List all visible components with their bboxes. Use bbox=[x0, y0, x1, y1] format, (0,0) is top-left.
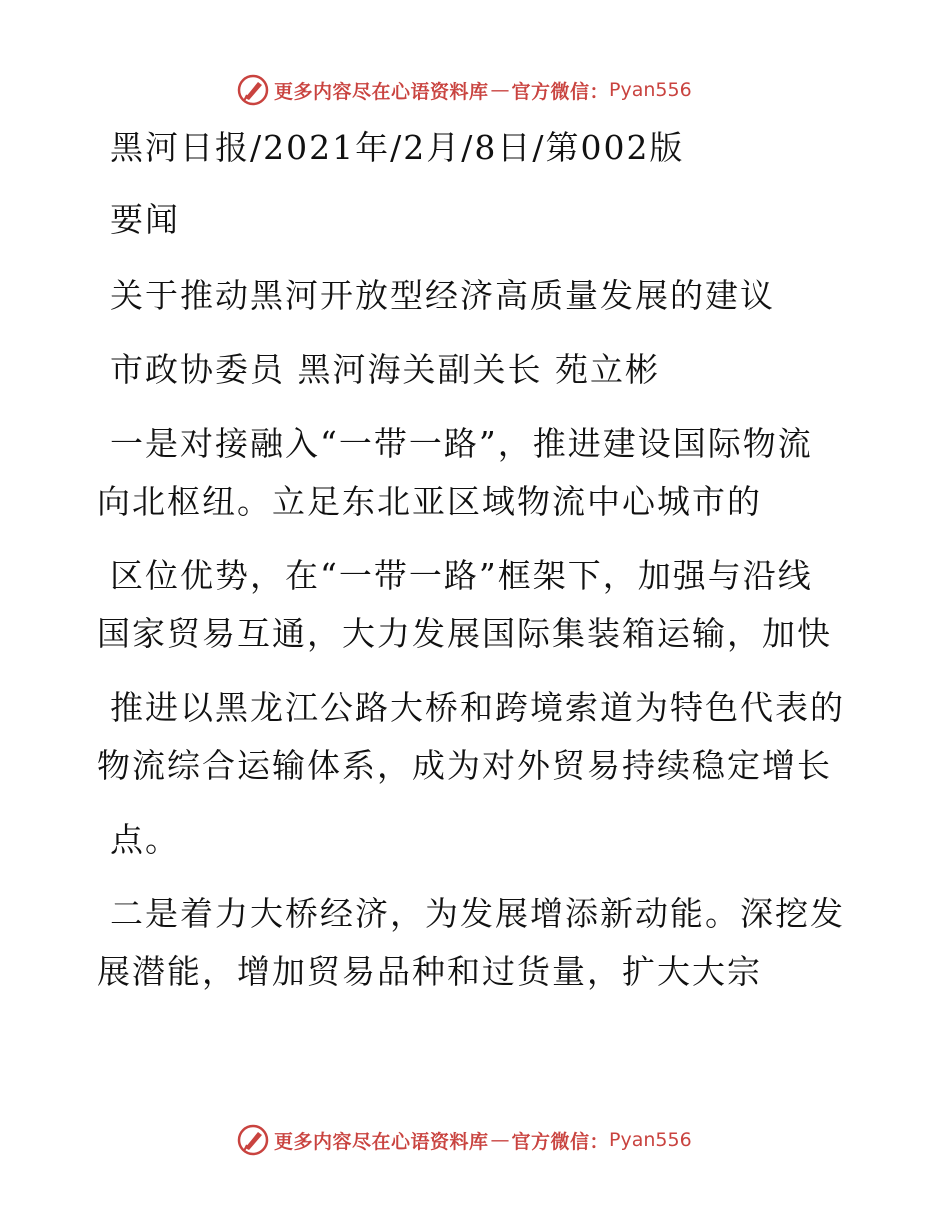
paragraph-line: 区位优势，在“一带一路”框架下，加强与沿线 bbox=[110, 556, 813, 595]
watermark-footer bbox=[236, 1123, 692, 1157]
article-byline: 市政协委员 黑河海关副关长 苑立彬 bbox=[110, 350, 660, 389]
dateline: 黑河日报/2021年/2月/8日/第002版 bbox=[110, 128, 685, 167]
watermark-wechat-id: Pyan556 bbox=[609, 1129, 692, 1151]
paragraph-line: 二是着力大桥经济，为发展增添新动能。深挖发 bbox=[110, 894, 845, 933]
watermark-site-text: 更多内容尽在心语资料库 bbox=[274, 1130, 489, 1153]
watermark-dash: — bbox=[490, 1129, 510, 1151]
watermark-wechat-label: 官方微信： bbox=[511, 1130, 610, 1153]
paragraph-line: 点。 bbox=[110, 820, 180, 859]
watermark-wechat-label: 官方微信： bbox=[511, 80, 610, 103]
paragraph-line: 展潜能，增加贸易品种和过货量，扩大大宗 bbox=[97, 952, 762, 991]
paragraph-line: 物流综合运输体系，成为对外贸易持续稳定增长 bbox=[97, 746, 832, 785]
watermark-site-text: 更多内容尽在心语资料库 bbox=[274, 80, 489, 103]
watermark-dash: — bbox=[490, 79, 510, 101]
article-title: 关于推动黑河开放型经济高质量发展的建议 bbox=[110, 276, 775, 315]
section-label: 要闻 bbox=[110, 200, 180, 239]
paragraph-line: 向北枢纽。立足东北亚区域物流中心城市的 bbox=[97, 482, 762, 521]
watermark-header bbox=[236, 73, 692, 107]
paragraph-line: 推进以黑龙江公路大桥和跨境索道为特色代表的 bbox=[110, 688, 845, 727]
quill-pen-icon bbox=[236, 73, 270, 107]
paragraph-line: 国家贸易互通，大力发展国际集装箱运输，加快 bbox=[97, 614, 832, 653]
watermark-wechat-id: Pyan556 bbox=[609, 79, 692, 101]
quill-pen-icon bbox=[236, 1123, 270, 1157]
paragraph-line: 一是对接融入“一带一路”，推进建设国际物流 bbox=[110, 424, 813, 463]
